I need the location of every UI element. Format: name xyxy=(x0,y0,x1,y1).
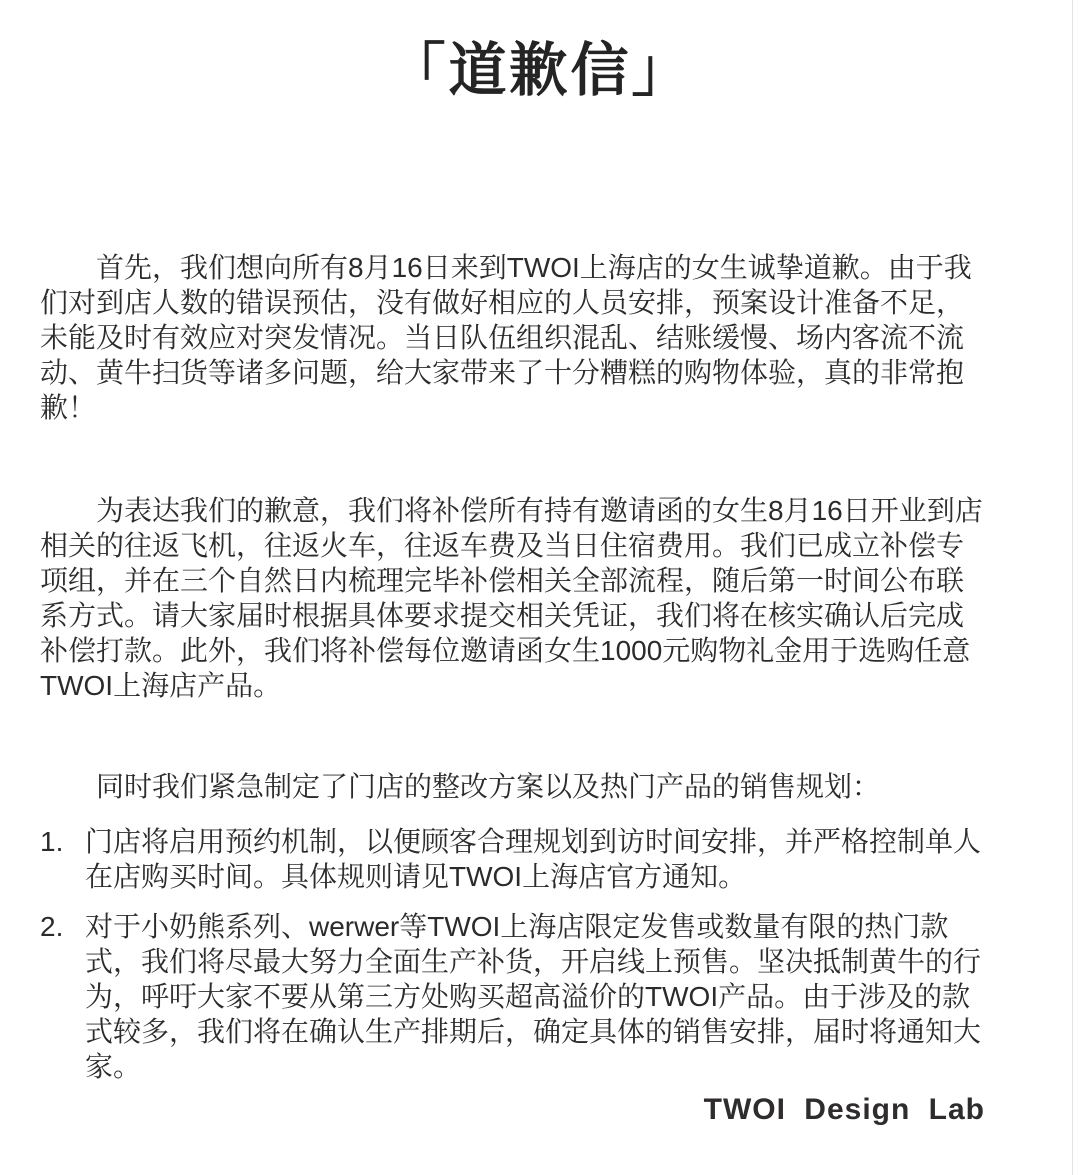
list-item-text: 对于小奶熊系列、werwer等TWOI上海店限定发售或数量有限的热门款式，我们将尽最大努力全面生产补货，开启线上预售。坚决抵制黄牛的行为，呼吁大家不要从第三方处购买超高溢价的TWOI产品。由于涉及的款式较多，我们将在确认生产排期后，确定具体的销售安排，届时将通知大家。 xyxy=(85,911,982,1082)
list-number: 1. xyxy=(40,826,64,857)
list-number: 2. xyxy=(40,911,64,942)
list-item-text: 门店将启用预约机制，以便顾客合理规划到访时间安排，并严格控制单人在店购买时间。具体规则请见TWOI上海店官方通知。 xyxy=(85,826,982,892)
page-edge-divider xyxy=(1072,0,1073,1175)
list-item xyxy=(40,824,985,894)
paragraph-plan-intro: 同时我们紧急制定了门店的整改方案以及热门产品的销售规划： xyxy=(96,771,881,802)
letter-title: 「道歉信」 xyxy=(387,38,693,103)
plan-list xyxy=(40,824,985,1084)
paragraph-compensation: 为表达我们的歉意，我们将补偿所有持有邀请函的女生8月16日开业到店相关的往返飞机，往返火车，往返车费及当日住宿费用。我们已成立补偿专项组，并在三个自然日内梳理完毕补偿相关全部流程，随后第一时间公布联系方式。请大家届时根据具体要求提交相关凭证，我们将在核实确认后完成补偿打款。此外，我们将补偿每位邀请函女生1000元购物礼金用于选购任意TWOI上海店产品。 xyxy=(40,495,983,701)
list-item xyxy=(40,909,985,1084)
paragraph-apology: 首先，我们想向所有8月16日来到TWOI上海店的女生诚挚道歉。由于我们对到店人数的错误预估，没有做好相应的人员安排，预案设计准备不足，未能及时有效应对突发情况。当日队伍组织混乱、结账缓慢、场内客流不流动、黄牛扫货等诸多问题，给大家带来了十分糟糕的购物体验，真的非常抱歉！ xyxy=(40,252,972,423)
letter-body xyxy=(0,250,1080,1084)
brand-logo: TWOI Design Lab xyxy=(703,1093,985,1126)
